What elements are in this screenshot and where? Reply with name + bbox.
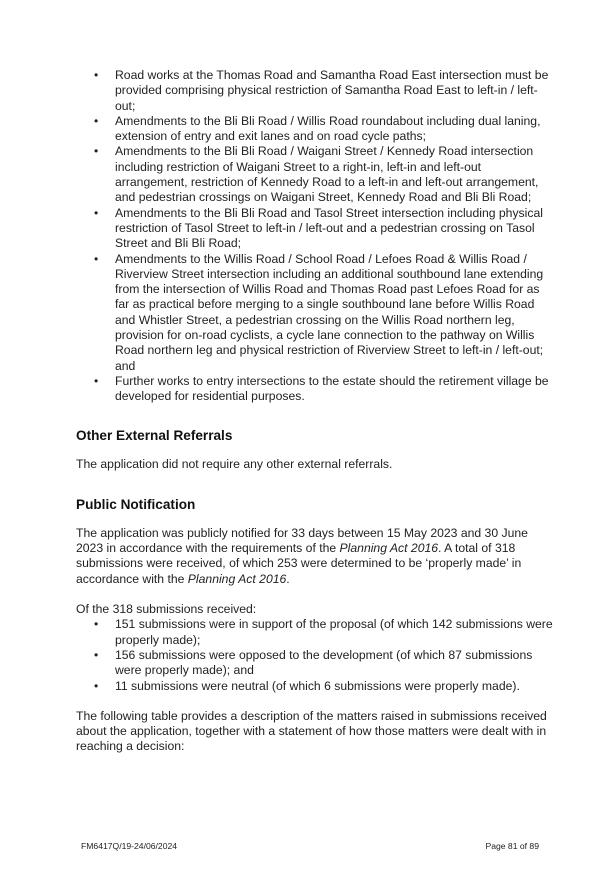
bullet-icon: • [94, 647, 99, 662]
list-item: • Road works at the Thomas Road and Samantha Road East intersection must be provided comprising physical restriction of Samantha Road East to left-in / left-out; [94, 68, 549, 113]
page-number: Page 81 of 89 [485, 841, 539, 851]
public-notification-heading: Public Notification [76, 496, 196, 512]
submissions-list [76, 617, 556, 693]
list-item: • 11 submissions were neutral (of which 6 submissions were properly made). [94, 678, 520, 693]
bullet-icon: • [94, 617, 99, 632]
list-item: • Amendments to the Willis Road / School Road / Lefoes Road & Willis Road / Riverview Street intersection including an additional southbound lane extending from the intersection of Willis Road and Thomas Road past Lefoes Road for as far as practical before merging to a single southbound lane before Willis Road and Whistler Street, a pedestrian crossing on the Willis Road northern leg, provision for on-road cyclists, a cycle lane connection to the pathway on Willis Road northern leg and physical restriction of Riverview Street to left-in / left-out; and [94, 251, 544, 373]
other-referrals-heading: Other External Referrals [76, 427, 233, 443]
bullet-icon: • [94, 251, 99, 266]
document-body [76, 68, 556, 755]
bullet-icon: • [94, 373, 99, 388]
list-item: • 156 submissions were opposed to the development (of which 87 submissions were properly made); and [94, 647, 533, 678]
other-referrals-text: The application did not require any other external referrals. [76, 456, 393, 471]
bullet-icon: • [94, 113, 99, 128]
closing-paragraph: The following table provides a description of the matters raised in submissions received about the application, together with a statement of how those matters were dealt with in reaching a decision: [76, 708, 547, 754]
submissions-intro: Of the 318 submissions received: [76, 602, 257, 617]
list-item: • Amendments to the Bli Bli Road and Tasol Street intersection including physical restriction of Tasol Street to left-in / left-out and a pedestrian crossing on Tasol Street and Bli Bli Road; [94, 205, 543, 251]
bullet-icon: • [94, 205, 99, 220]
bullet-icon: • [94, 678, 99, 693]
bullet-icon: • [94, 144, 99, 159]
list-item: • 151 submissions were in support of the proposal (of which 142 submissions were properly made); [94, 617, 553, 647]
notification-paragraph: The application was publicly notified for 33 days between 15 May 2023 and 30 June 2023 in accordance with the requirements of the Planning Act 2016. A total of 318 submissions were received, of which 253 were determined to be ‘properly made’ in accordance with the Planning Act 2016. [76, 525, 528, 586]
road-works-list [76, 68, 556, 405]
document-reference: FM6417Q/19-24/06/2024 [81, 841, 178, 851]
bullet-icon: • [94, 68, 99, 82]
list-item: • Further works to entry intersections to the estate should the retirement village be developed for residential purposes. [94, 373, 549, 404]
list-item: • Amendments to the Bli Bli Road / Waigani Street / Kennedy Road intersection including restriction of Waigani Street to a right-in, left-in and left-out arrangement, restriction of Kennedy Road to a left-in and left-out arrangement, and pedestrian crossings on Waigani Street, Kennedy Road and Bli Bli Road; [94, 144, 539, 205]
list-item: • Amendments to the Bli Bli Road / Willis Road roundabout including dual laning, extension of entry and exit lanes and on road cycle paths; [94, 113, 541, 144]
